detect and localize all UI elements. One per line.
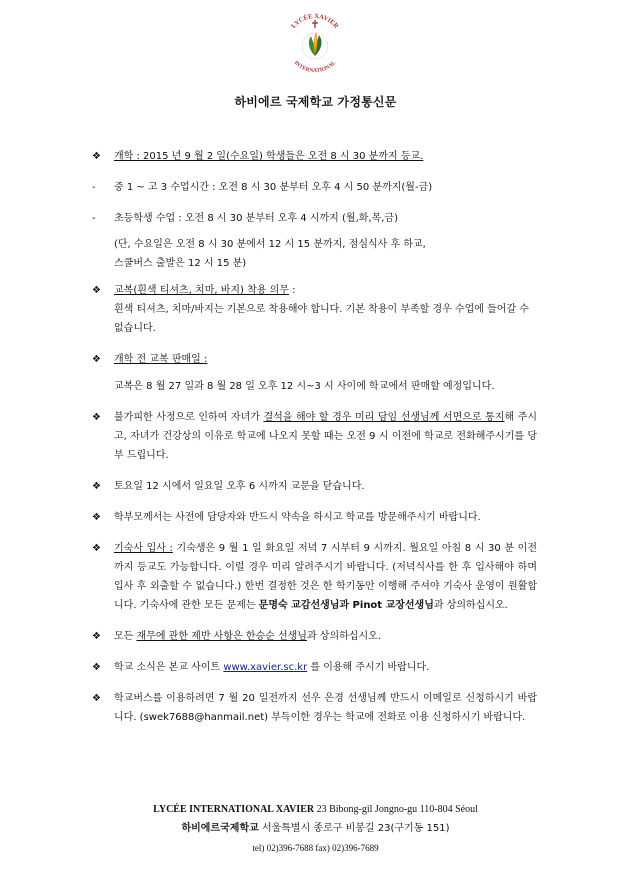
item-bold-text: 문명숙 교감선생님과 Pinot 교장선생님 bbox=[258, 600, 434, 611]
notice-body bbox=[92, 147, 537, 739]
item-text: 학교버스를 이용하려면 7 월 20 일전까지 선우 은경 선생님께 반드시 이메일로 신청하시기 바랍니다. (swek7688@hanmail.net) 부득이한 경우는 학교에 전화로 이용 신청하시기 바랍니다. bbox=[114, 693, 537, 723]
page-title: 하비에르 국제학교 가정통신문 bbox=[234, 95, 397, 109]
list-item bbox=[92, 281, 537, 338]
bullet-diamond-icon: ❖ bbox=[92, 354, 101, 365]
list-item bbox=[92, 209, 537, 273]
bullet-dash: - bbox=[92, 213, 96, 224]
school-website-link[interactable]: www.xavier.sc.kr bbox=[223, 662, 308, 673]
item-underlined-text: 재무에 관한 제반 사항은 한승순 선생님 bbox=[136, 631, 307, 642]
item-text: 중 1 ~ 고 3 수업시간 : 오전 8 시 30 분부터 오후 4 시 50 분까지(월-금) bbox=[114, 182, 433, 193]
footer-address-ko bbox=[0, 820, 631, 838]
item-text: 초등학생 수업 : 오전 8 시 30 분부터 오후 4 시까지 (월,화,목,금) bbox=[114, 213, 398, 224]
item-text: 학교 소식은 본교 사이트 bbox=[114, 662, 224, 673]
list-item bbox=[92, 178, 537, 197]
logo-top-text: LYCÉE XAVIER bbox=[290, 12, 340, 30]
item-text: 교복은 8 월 27 일과 8 월 28 일 오후 12 시~3 시 사이에 학교에서 판매할 예정입니다. bbox=[114, 381, 495, 392]
list-item bbox=[92, 658, 537, 677]
item-subtext: (단, 수요일은 오전 8 시 30 분에서 12 시 15 분까지, 점심식사 후 하교, bbox=[114, 239, 426, 250]
bullet-diamond-icon: ❖ bbox=[92, 412, 101, 423]
footer-school-name-ko: 하비에르국제학교 bbox=[181, 823, 259, 834]
list-item bbox=[92, 477, 537, 496]
bullet-diamond-icon: ❖ bbox=[92, 543, 101, 554]
school-logo bbox=[279, 8, 351, 80]
list-item bbox=[92, 408, 537, 465]
item-text: 모든 bbox=[114, 631, 137, 642]
bullet-diamond-icon: ❖ bbox=[92, 512, 101, 523]
svg-text:INTERNATIONAL bbox=[293, 60, 338, 74]
footer-school-name-en: LYCÉE INTERNATIONAL XAVIER bbox=[153, 804, 315, 815]
bullet-diamond-icon: ❖ bbox=[92, 662, 101, 673]
list-item bbox=[92, 147, 537, 166]
item-text: 기숙생은 9 월 1 일 화요일 저녁 7 시부터 9 시까지. 월요일 아침 8 시 30 분 이전까지 등교도 가능합니다. 이럴 경우 미리 알려주시기 바랍니다. (저녁식사를 한 후 입사해야 하며 입사 후 외출할 수 없습니다.) 한번 결정한 것은 한 학기동안 이행해 주셔야 기숙사 운영이 원활합니다. 기숙사에 관한 모든 문제는 bbox=[114, 543, 538, 611]
footer-address-text: 서울특별시 종로구 비봉길 23(구기동 151) bbox=[258, 823, 450, 834]
item-subtext: 스쿨버스 출발은 12 시 15 분) bbox=[114, 258, 247, 269]
item-text: 과 상의하십시오. bbox=[433, 600, 508, 611]
list-item bbox=[92, 689, 537, 727]
bullet-diamond-icon: ❖ bbox=[92, 151, 101, 162]
item-text: 토요일 12 시에서 일요일 오후 6 시까지 교문을 닫습니다. bbox=[114, 481, 365, 492]
bullet-dash: - bbox=[92, 182, 96, 193]
item-text: 불가피한 사정으로 인하여 자녀가 bbox=[114, 412, 264, 423]
list-item bbox=[92, 539, 537, 615]
item-text: 흰색 티셔츠, 치마/바지는 기본으로 착용해야 합니다. 기본 착용이 부족할 경우 수업에 들어갈 수 없습니다. bbox=[114, 304, 529, 334]
item-text: 개학 : 2015 년 9 월 2 일(수요일) 학생들은 오전 8 시 30 분까지 등교. bbox=[114, 151, 424, 162]
item-heading: 기숙사 입사 : bbox=[114, 543, 173, 554]
bullet-diamond-icon: ❖ bbox=[92, 481, 101, 492]
item-text: 를 이용해 주시기 바랍니다. bbox=[307, 662, 430, 673]
item-heading: 개학 전 교복 판매일 : bbox=[114, 354, 208, 365]
item-heading: 교복(흰색 티셔츠, 치마, 바지) 착용 의무 bbox=[114, 285, 289, 296]
bullet-diamond-icon: ❖ bbox=[92, 693, 101, 704]
bullet-diamond-icon: ❖ bbox=[92, 285, 101, 296]
bullet-diamond-icon: ❖ bbox=[92, 631, 101, 642]
footer-contact: tel) 02)396-7688 fax) 02)396-7689 bbox=[252, 843, 379, 853]
item-underlined-text: 결석을 해야 할 경우 미리 담임 선생님께 서면으로 통지 bbox=[263, 412, 505, 423]
footer-address-en bbox=[0, 801, 631, 819]
item-text: 과 상의하십시오. bbox=[306, 631, 381, 642]
item-text: 해 주시고, 자녀가 건강상의 이유로 학교에 나오지 못할 때는 오전 9 시 이전에 학교로 전화해주시기를 당부 드립니다. bbox=[114, 412, 537, 461]
item-text: 학부모께서는 사전에 담당자와 반드시 약속을 하시고 학교를 방문해주시기 바랍니다. bbox=[114, 512, 481, 523]
logo-bottom-text: INTERNATIONAL bbox=[292, 59, 338, 75]
footer-address-text: 23 Bibong-gil Jongno-gu 110-804 Séoul bbox=[314, 804, 478, 815]
list-item bbox=[92, 350, 537, 396]
list-item bbox=[92, 627, 537, 646]
item-heading-tail: : bbox=[288, 285, 296, 296]
list-item bbox=[92, 508, 537, 527]
